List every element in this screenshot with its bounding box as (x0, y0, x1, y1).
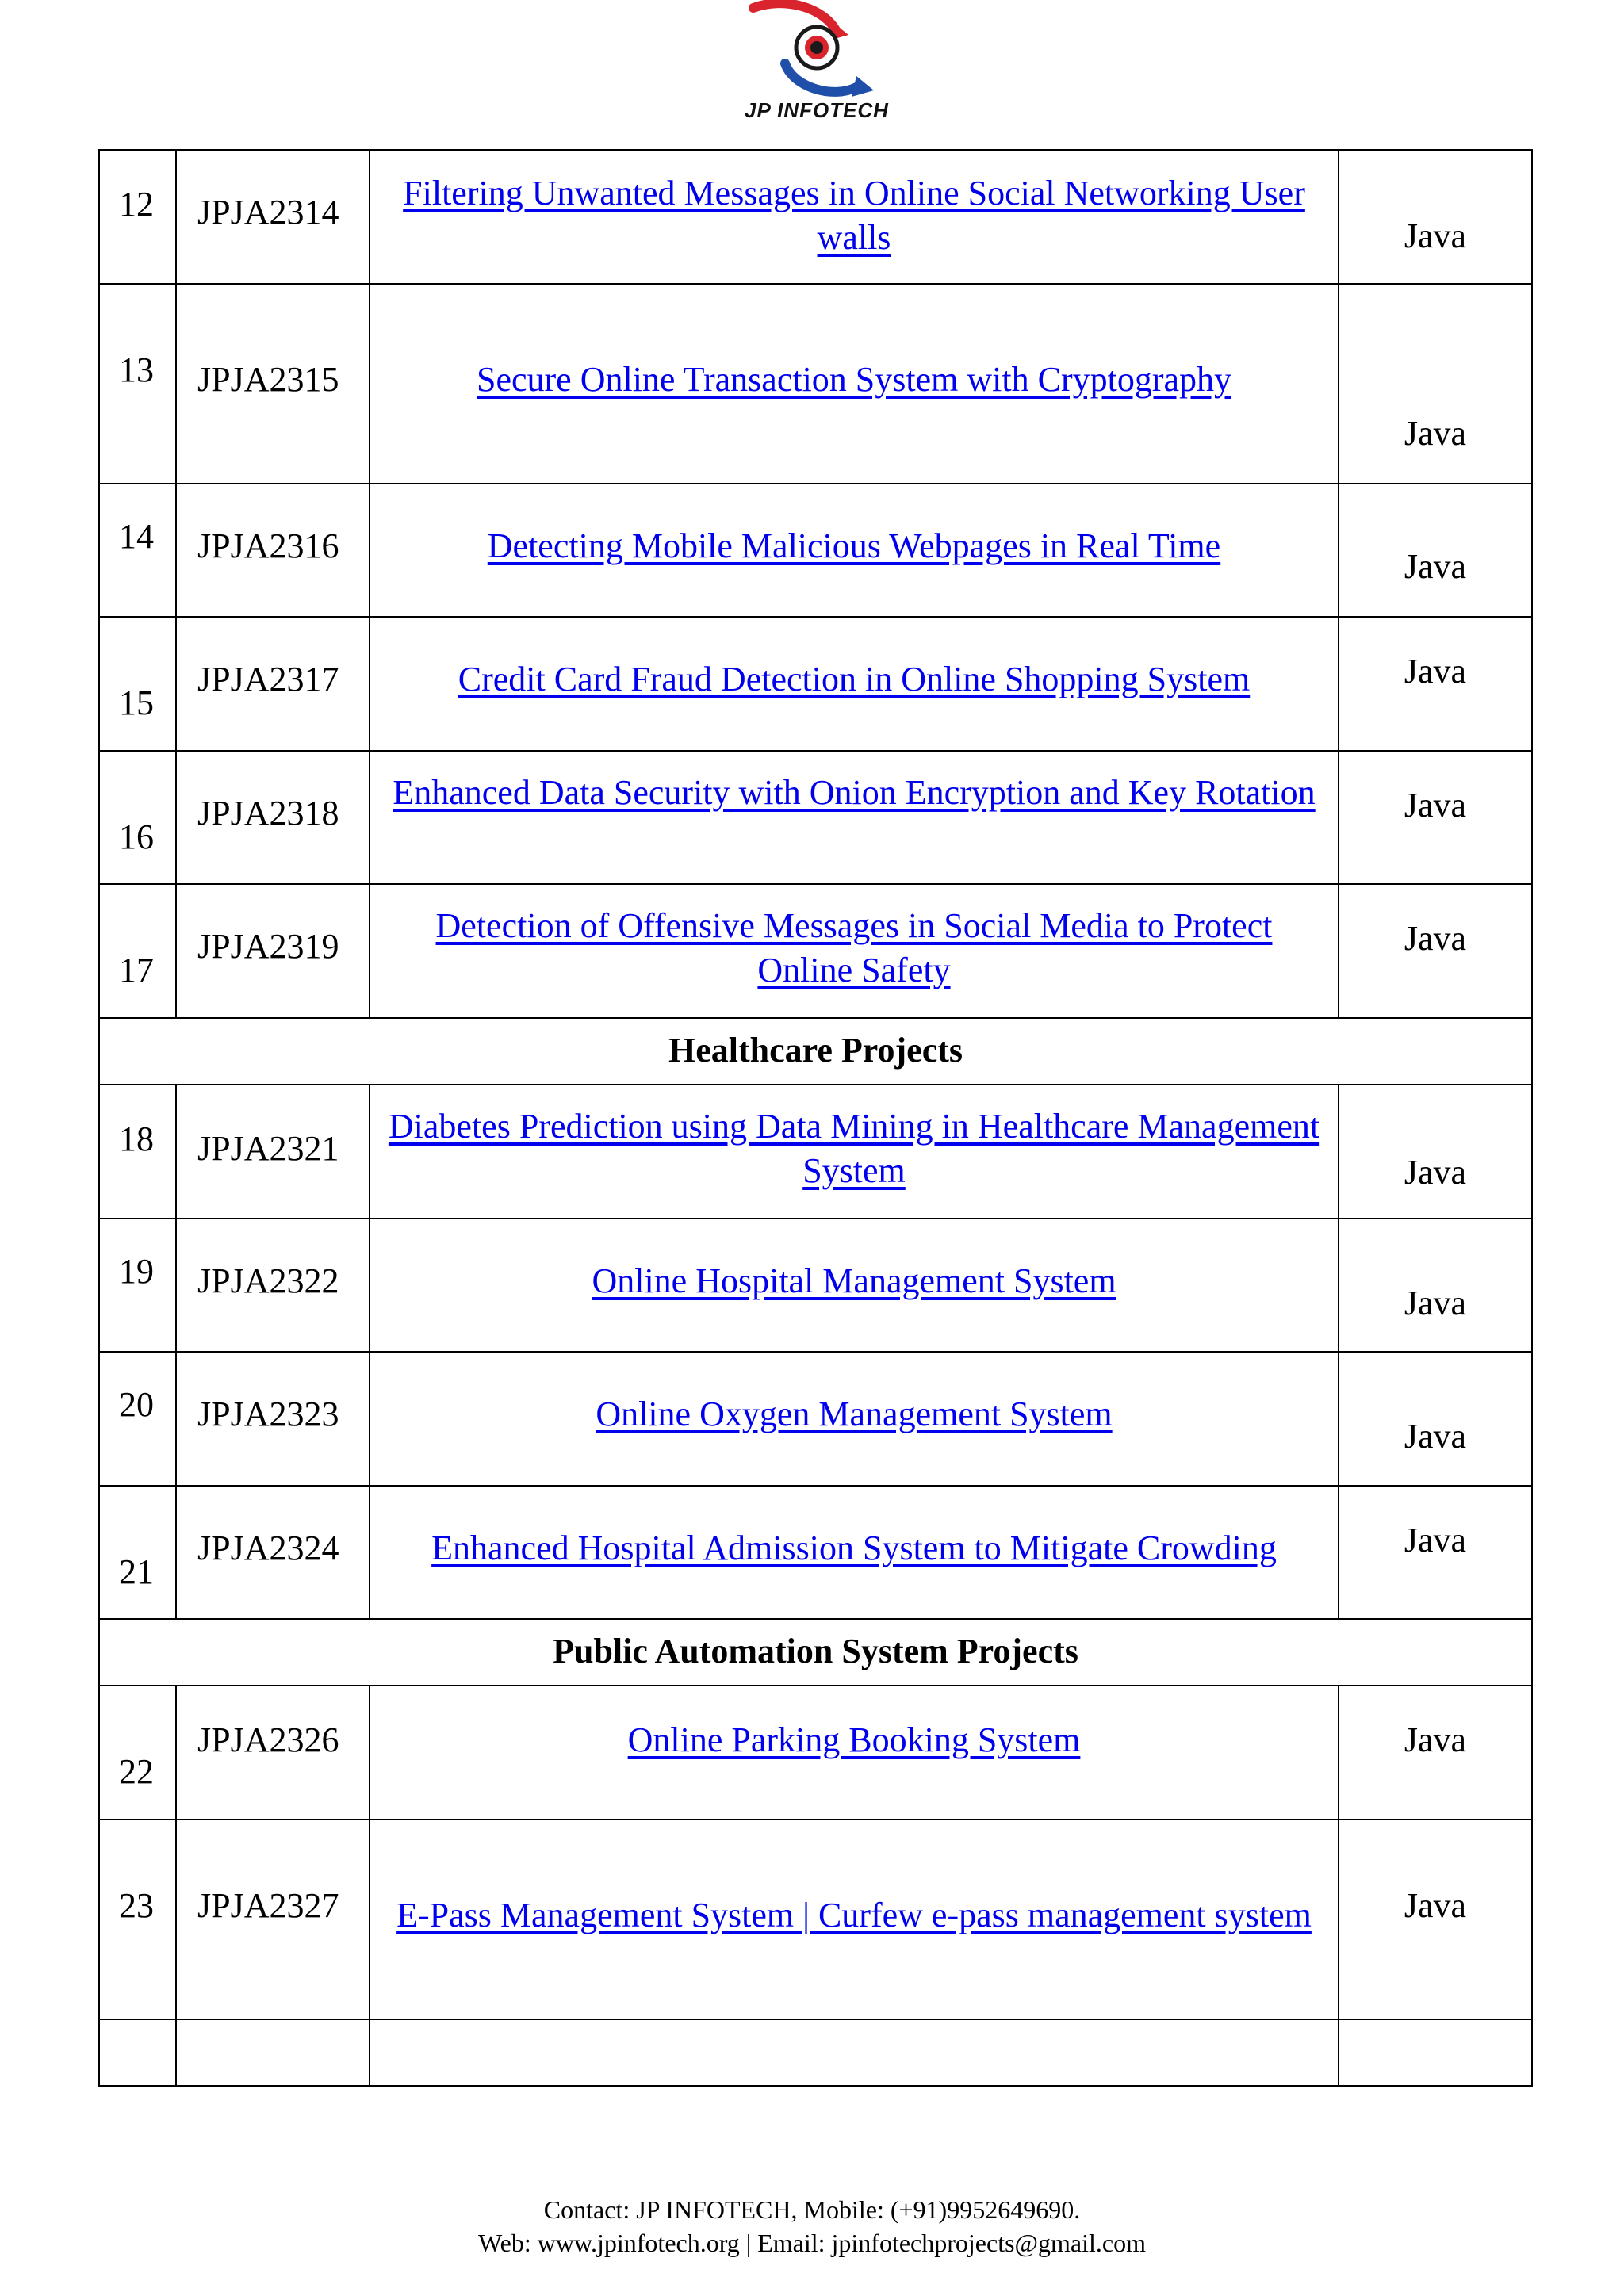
serial-number: 15 (119, 683, 154, 722)
project-title-link[interactable]: Enhanced Data Security with Onion Encryption and Key Rotation (393, 773, 1316, 812)
table-row (99, 1686, 1532, 1820)
project-language: Java (1404, 1417, 1467, 1456)
table-row (99, 617, 1532, 751)
project-title-link[interactable]: Filtering Unwanted Messages in Online Social Networking User walls (403, 174, 1305, 257)
project-language: Java (1404, 652, 1467, 691)
footer-web-email: Web: www.jpinfotech.org | Email: jpinfotechprojects@gmail.com (478, 2229, 1146, 2257)
table-row (99, 1085, 1532, 1219)
project-code: JPJA2317 (197, 660, 339, 698)
project-title-link[interactable]: Secure Online Transaction System with Cryptography (476, 360, 1231, 399)
project-code: JPJA2319 (197, 927, 339, 966)
serial-number: 23 (119, 1886, 154, 1925)
project-language: Java (1404, 1521, 1467, 1559)
project-title-link[interactable]: Online Oxygen Management System (596, 1395, 1113, 1433)
table-row (99, 150, 1532, 284)
serial-number: 19 (119, 1252, 154, 1291)
serial-number: 22 (119, 1752, 154, 1791)
section-row (99, 1018, 1532, 1085)
logo-emblem-icon (737, 0, 896, 99)
project-code: JPJA2327 (197, 1886, 339, 1925)
project-code: JPJA2324 (197, 1529, 339, 1567)
project-title-link[interactable]: Enhanced Hospital Admission System to Mitigate Crowding (431, 1529, 1277, 1567)
project-code: JPJA2322 (197, 1261, 339, 1300)
project-title-link[interactable]: Online Hospital Management System (592, 1261, 1116, 1300)
project-language: Java (1404, 1886, 1467, 1925)
project-language: Java (1404, 1284, 1467, 1322)
project-language: Java (1404, 216, 1467, 255)
empty-row (99, 2019, 1532, 2086)
project-code: JPJA2318 (197, 794, 339, 832)
project-language: Java (1404, 547, 1467, 586)
serial-number: 13 (119, 350, 154, 389)
project-code: JPJA2316 (197, 526, 339, 565)
table-row (99, 751, 1532, 884)
project-language: Java (1404, 919, 1467, 958)
table-row (99, 284, 1532, 484)
project-language: Java (1404, 1720, 1467, 1759)
project-language: Java (1404, 786, 1467, 825)
projects-table (98, 149, 1533, 2087)
serial-number: 12 (119, 185, 154, 224)
project-title-link[interactable]: E-Pass Management System | Curfew e-pass management system (396, 1896, 1312, 1934)
project-code: JPJA2323 (197, 1395, 339, 1433)
serial-number: 21 (119, 1552, 154, 1591)
project-language: Java (1404, 1153, 1467, 1192)
project-code: JPJA2314 (197, 193, 339, 232)
project-code: JPJA2326 (197, 1720, 339, 1759)
table-row (99, 1486, 1532, 1619)
serial-number: 20 (119, 1385, 154, 1424)
section-heading-public-automation: Public Automation System Projects (99, 1619, 1532, 1686)
section-row (99, 1619, 1532, 1686)
project-title-link[interactable]: Detecting Mobile Malicious Webpages in Real Time (487, 526, 1221, 565)
page-footer (0, 2193, 1624, 2260)
table-row (99, 1352, 1532, 1486)
serial-number: 17 (119, 951, 154, 989)
serial-number: 14 (119, 517, 154, 556)
serial-number: 18 (119, 1119, 154, 1158)
section-heading-healthcare: Healthcare Projects (99, 1018, 1532, 1085)
table-row (99, 484, 1532, 617)
table-row (99, 1219, 1532, 1352)
table-row (99, 884, 1532, 1018)
logo-text: JP INFOTECH (745, 98, 889, 122)
jp-infotech-logo (737, 0, 896, 135)
project-language: Java (1404, 414, 1467, 453)
project-title-link[interactable]: Online Parking Booking System (627, 1720, 1081, 1759)
project-code: JPJA2315 (197, 360, 339, 399)
table-row (99, 1820, 1532, 2019)
project-code: JPJA2321 (197, 1129, 339, 1168)
serial-number: 16 (119, 817, 154, 856)
project-title-link[interactable]: Diabetes Prediction using Data Mining in Healthcare Management System (388, 1107, 1320, 1190)
project-title-link[interactable]: Detection of Offensive Messages in Social Media to Protect Online Safety (435, 906, 1273, 989)
project-title-link[interactable]: Credit Card Fraud Detection in Online Shopping System (458, 660, 1251, 698)
footer-contact: Contact: JP INFOTECH, Mobile: (+91)9952649690. (543, 2195, 1081, 2224)
